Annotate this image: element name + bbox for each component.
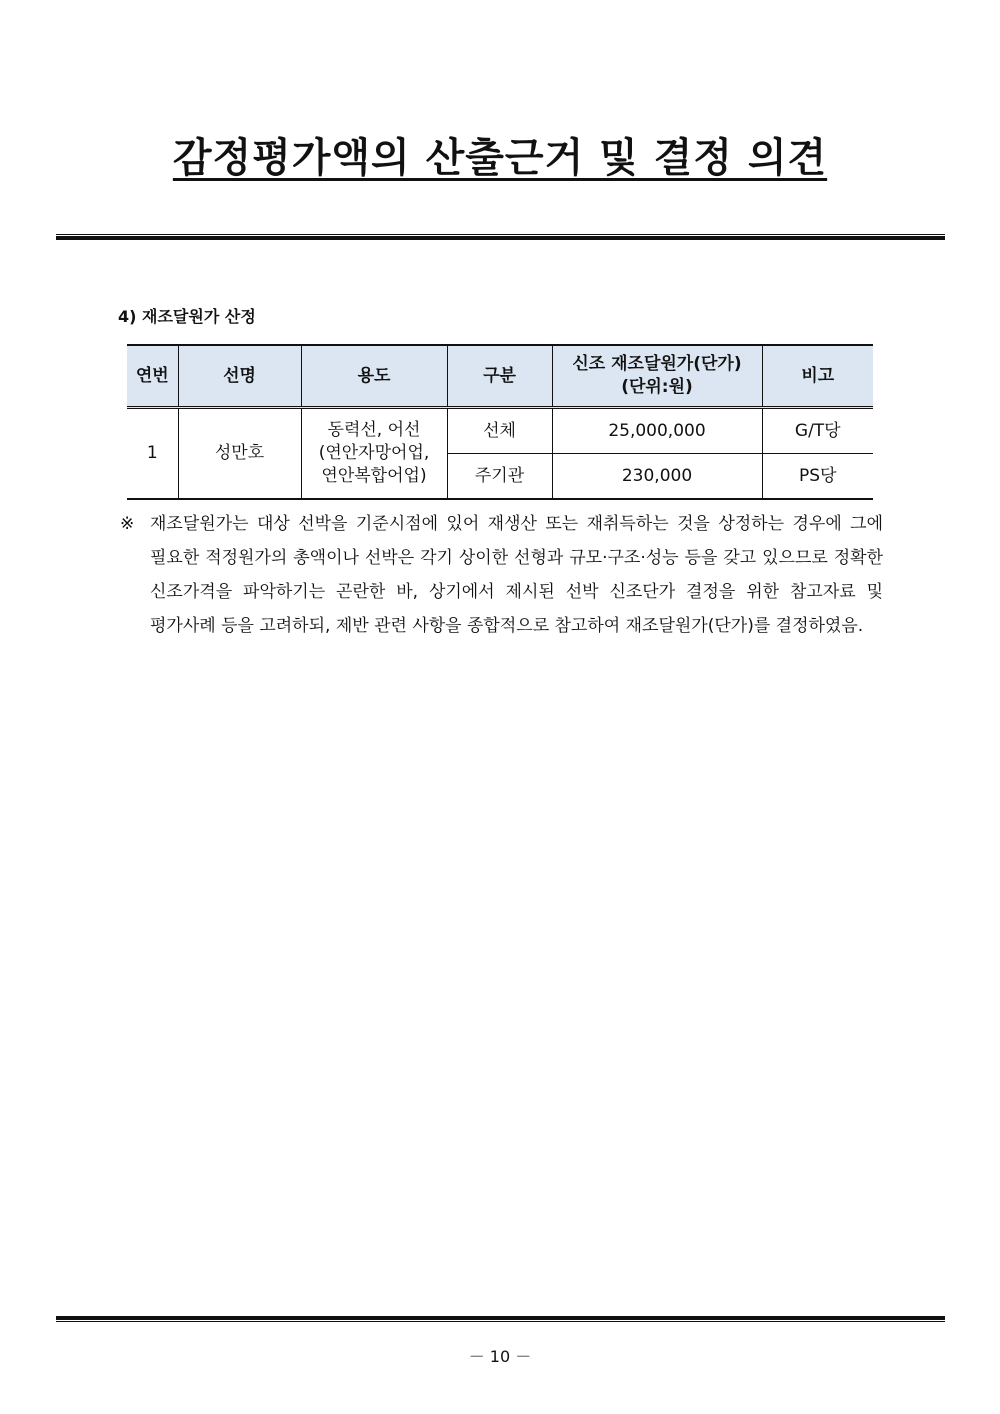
header-cost-line1: 신조 재조달원가(단가): [572, 354, 742, 374]
cell-remark: G/T당: [762, 408, 873, 454]
cell-cost: 25,000,000: [552, 408, 762, 454]
page-title-text: 감정평가액의 산출근거 및 결정 의견: [172, 135, 828, 181]
cell-usage: [301, 408, 447, 500]
reference-mark-icon: ※: [120, 514, 135, 534]
cell-category: 선체: [447, 408, 552, 454]
header-cost: [552, 345, 762, 408]
cell-usage-line1: 동력선, 어선: [327, 420, 421, 440]
header-usage: 용도: [301, 345, 447, 408]
cell-name: 성만호: [178, 408, 301, 500]
section-heading: 4) 재조달원가 산정: [118, 307, 256, 326]
header-no: 연번: [127, 345, 178, 408]
cell-usage-line2: (연안자망어업,: [318, 443, 430, 463]
cell-cost: 230,000: [552, 454, 762, 500]
header-cost-line2: (단위:원): [621, 377, 693, 397]
footer-divider: [56, 1316, 945, 1322]
table-row: [127, 408, 873, 454]
note-paragraph: [120, 507, 883, 643]
cell-usage-line3: 연안복합어업): [321, 466, 427, 486]
replacement-cost-table: [127, 344, 873, 500]
header-name: 선명: [178, 345, 301, 408]
page-number: － 10 －: [468, 1347, 532, 1366]
cell-remark: PS당: [762, 454, 873, 500]
header-category: 구분: [447, 345, 552, 408]
table-header-row: [127, 345, 873, 408]
page-title: [0, 128, 1000, 188]
header-divider: [56, 234, 945, 240]
cell-no: 1: [127, 408, 178, 500]
note-text: 재조달원가는 대상 선박을 기준시점에 있어 재생산 또는 재취득하는 것을 상정하는 경우에 그에 필요한 적정원가의 총액이나 선박은 각기 상이한 선형과 규모·구조·성능 등을 갖고 있으므로 정확한 신조가격을 파악하기는 곤란한 바, 상기에서 제시된 선박 신조단가 결정을 위한 참고자료 및 평가사례 등을 고려하되, 제반 관련 사항을 종합적으로 참고하여 재조달원가(단가)를 결정하였음.: [150, 514, 883, 636]
header-remark: 비고: [762, 345, 873, 408]
cell-category: 주기관: [447, 454, 552, 500]
